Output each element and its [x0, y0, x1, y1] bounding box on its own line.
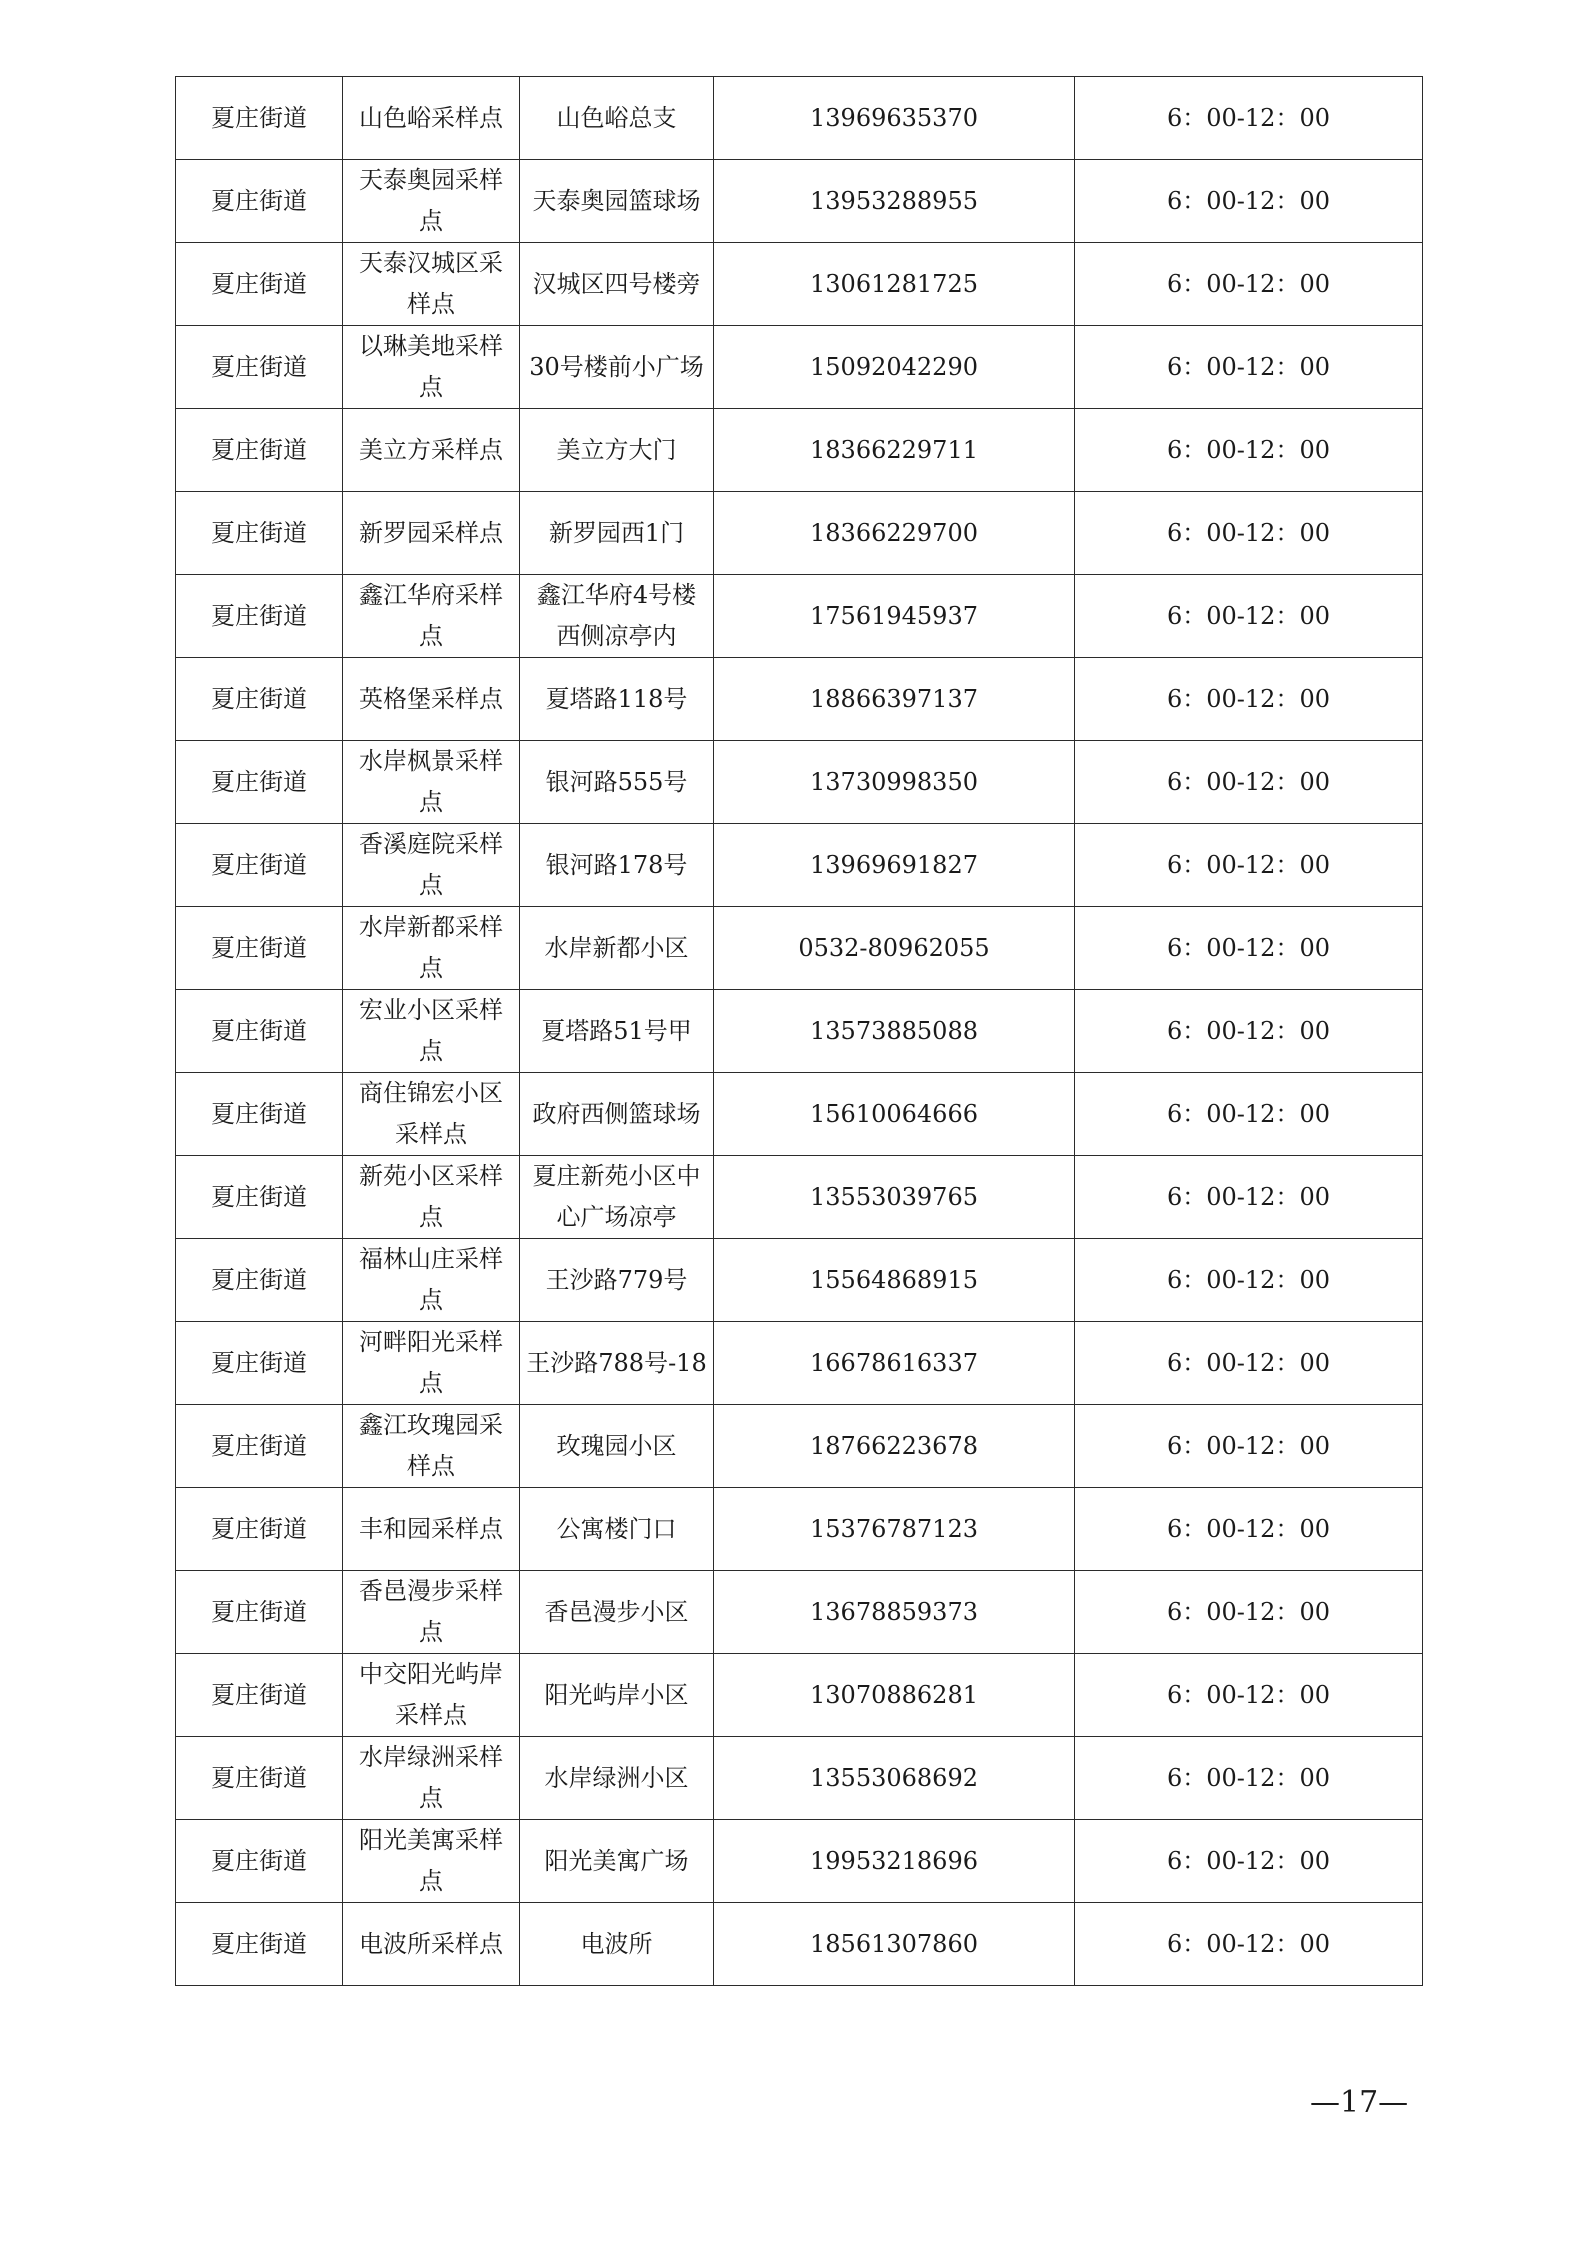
site-name-cell: 天泰奥园采样点 — [343, 160, 520, 243]
street-cell: 夏庄街道 — [176, 1488, 343, 1571]
street-cell: 夏庄街道 — [176, 1073, 343, 1156]
address-cell: 夏塔路51号甲 — [520, 990, 714, 1073]
phone-cell: 13969635370 — [714, 77, 1075, 160]
table-row — [176, 741, 1423, 824]
address-cell: 政府西侧篮球场 — [520, 1073, 714, 1156]
hours-cell: 6：00-12：00 — [1075, 243, 1423, 326]
site-name-cell: 新罗园采样点 — [343, 492, 520, 575]
street-cell: 夏庄街道 — [176, 243, 343, 326]
hours-cell: 6：00-12：00 — [1075, 1820, 1423, 1903]
street-cell: 夏庄街道 — [176, 326, 343, 409]
address-cell: 香邑漫步小区 — [520, 1571, 714, 1654]
hours-cell: 6：00-12：00 — [1075, 326, 1423, 409]
phone-cell: 15564868915 — [714, 1239, 1075, 1322]
sampling-sites-table — [175, 76, 1423, 1986]
street-cell: 夏庄街道 — [176, 1405, 343, 1488]
street-cell: 夏庄街道 — [176, 1156, 343, 1239]
street-cell: 夏庄街道 — [176, 1903, 343, 1986]
table-row — [176, 409, 1423, 492]
phone-cell: 13969691827 — [714, 824, 1075, 907]
street-cell: 夏庄街道 — [176, 492, 343, 575]
hours-cell: 6：00-12：00 — [1075, 907, 1423, 990]
table-row — [176, 326, 1423, 409]
table-row — [176, 1737, 1423, 1820]
address-cell: 王沙路788号-18 — [520, 1322, 714, 1405]
site-name-cell: 中交阳光屿岸采样点 — [343, 1654, 520, 1737]
site-name-cell: 丰和园采样点 — [343, 1488, 520, 1571]
address-cell: 山色峪总支 — [520, 77, 714, 160]
site-name-cell: 河畔阳光采样点 — [343, 1322, 520, 1405]
site-name-cell: 电波所采样点 — [343, 1903, 520, 1986]
phone-cell: 18366229711 — [714, 409, 1075, 492]
phone-cell: 19953218696 — [714, 1820, 1075, 1903]
site-name-cell: 阳光美寓采样点 — [343, 1820, 520, 1903]
phone-cell: 18366229700 — [714, 492, 1075, 575]
table-body — [176, 77, 1423, 1986]
address-cell: 电波所 — [520, 1903, 714, 1986]
phone-cell: 15610064666 — [714, 1073, 1075, 1156]
phone-cell: 13953288955 — [714, 160, 1075, 243]
phone-cell: 13730998350 — [714, 741, 1075, 824]
site-name-cell: 香邑漫步采样点 — [343, 1571, 520, 1654]
site-name-cell: 水岸新都采样点 — [343, 907, 520, 990]
street-cell: 夏庄街道 — [176, 575, 343, 658]
hours-cell: 6：00-12：00 — [1075, 1488, 1423, 1571]
table-row — [176, 1903, 1423, 1986]
address-cell: 公寓楼门口 — [520, 1488, 714, 1571]
address-cell: 水岸新都小区 — [520, 907, 714, 990]
table-row — [176, 824, 1423, 907]
street-cell: 夏庄街道 — [176, 1239, 343, 1322]
table-row — [176, 77, 1423, 160]
hours-cell: 6：00-12：00 — [1075, 1156, 1423, 1239]
phone-cell: 13553068692 — [714, 1737, 1075, 1820]
table-row — [176, 492, 1423, 575]
street-cell: 夏庄街道 — [176, 1571, 343, 1654]
street-cell: 夏庄街道 — [176, 741, 343, 824]
hours-cell: 6：00-12：00 — [1075, 1239, 1423, 1322]
site-name-cell: 水岸枫景采样点 — [343, 741, 520, 824]
hours-cell: 6：00-12：00 — [1075, 160, 1423, 243]
address-cell: 银河路178号 — [520, 824, 714, 907]
site-name-cell: 山色峪采样点 — [343, 77, 520, 160]
table-row — [176, 575, 1423, 658]
phone-cell: 13553039765 — [714, 1156, 1075, 1239]
address-cell: 阳光屿岸小区 — [520, 1654, 714, 1737]
phone-cell: 18866397137 — [714, 658, 1075, 741]
address-cell: 鑫江华府4号楼西侧凉亭内 — [520, 575, 714, 658]
hours-cell: 6：00-12：00 — [1075, 1405, 1423, 1488]
table-row — [176, 990, 1423, 1073]
site-name-cell: 商住锦宏小区采样点 — [343, 1073, 520, 1156]
table-row — [176, 1322, 1423, 1405]
table-row — [176, 1405, 1423, 1488]
hours-cell: 6：00-12：00 — [1075, 658, 1423, 741]
hours-cell: 6：00-12：00 — [1075, 77, 1423, 160]
hours-cell: 6：00-12：00 — [1075, 409, 1423, 492]
address-cell: 阳光美寓广场 — [520, 1820, 714, 1903]
site-name-cell: 美立方采样点 — [343, 409, 520, 492]
hours-cell: 6：00-12：00 — [1075, 1903, 1423, 1986]
address-cell: 夏庄新苑小区中心广场凉亭 — [520, 1156, 714, 1239]
table-row — [176, 1239, 1423, 1322]
hours-cell: 6：00-12：00 — [1075, 1322, 1423, 1405]
hours-cell: 6：00-12：00 — [1075, 1737, 1423, 1820]
phone-cell: 15092042290 — [714, 326, 1075, 409]
site-name-cell: 水岸绿洲采样点 — [343, 1737, 520, 1820]
hours-cell: 6：00-12：00 — [1075, 990, 1423, 1073]
address-cell: 玫瑰园小区 — [520, 1405, 714, 1488]
table-row — [176, 160, 1423, 243]
address-cell: 汉城区四号楼旁 — [520, 243, 714, 326]
hours-cell: 6：00-12：00 — [1075, 492, 1423, 575]
address-cell: 王沙路779号 — [520, 1239, 714, 1322]
site-name-cell: 福林山庄采样点 — [343, 1239, 520, 1322]
hours-cell: 6：00-12：00 — [1075, 741, 1423, 824]
table-row — [176, 1571, 1423, 1654]
table-row — [176, 907, 1423, 990]
street-cell: 夏庄街道 — [176, 77, 343, 160]
phone-cell: 16678616337 — [714, 1322, 1075, 1405]
phone-cell: 13061281725 — [714, 243, 1075, 326]
address-cell: 夏塔路118号 — [520, 658, 714, 741]
hours-cell: 6：00-12：00 — [1075, 1073, 1423, 1156]
phone-cell: 18561307860 — [714, 1903, 1075, 1986]
street-cell: 夏庄街道 — [176, 1820, 343, 1903]
table-row — [176, 658, 1423, 741]
street-cell: 夏庄街道 — [176, 907, 343, 990]
table-row — [176, 1820, 1423, 1903]
address-cell: 30号楼前小广场 — [520, 326, 714, 409]
phone-cell: 0532-80962055 — [714, 907, 1075, 990]
site-name-cell: 宏业小区采样点 — [343, 990, 520, 1073]
table-row — [176, 1156, 1423, 1239]
table-row — [176, 1488, 1423, 1571]
page-number: —17— — [1310, 2085, 1409, 2120]
hours-cell: 6：00-12：00 — [1075, 1654, 1423, 1737]
site-name-cell: 香溪庭院采样点 — [343, 824, 520, 907]
street-cell: 夏庄街道 — [176, 658, 343, 741]
site-name-cell: 鑫江华府采样点 — [343, 575, 520, 658]
street-cell: 夏庄街道 — [176, 1654, 343, 1737]
site-name-cell: 以琳美地采样点 — [343, 326, 520, 409]
address-cell: 新罗园西1门 — [520, 492, 714, 575]
street-cell: 夏庄街道 — [176, 990, 343, 1073]
street-cell: 夏庄街道 — [176, 409, 343, 492]
site-name-cell: 鑫江玫瑰园采样点 — [343, 1405, 520, 1488]
street-cell: 夏庄街道 — [176, 1322, 343, 1405]
phone-cell: 13070886281 — [714, 1654, 1075, 1737]
table-row — [176, 1073, 1423, 1156]
hours-cell: 6：00-12：00 — [1075, 575, 1423, 658]
street-cell: 夏庄街道 — [176, 160, 343, 243]
hours-cell: 6：00-12：00 — [1075, 1571, 1423, 1654]
address-cell: 美立方大门 — [520, 409, 714, 492]
table-row — [176, 1654, 1423, 1737]
phone-cell: 13573885088 — [714, 990, 1075, 1073]
street-cell: 夏庄街道 — [176, 824, 343, 907]
street-cell: 夏庄街道 — [176, 1737, 343, 1820]
phone-cell: 13678859373 — [714, 1571, 1075, 1654]
address-cell: 天泰奥园篮球场 — [520, 160, 714, 243]
address-cell: 银河路555号 — [520, 741, 714, 824]
site-name-cell: 英格堡采样点 — [343, 658, 520, 741]
site-name-cell: 天泰汉城区采样点 — [343, 243, 520, 326]
site-name-cell: 新苑小区采样点 — [343, 1156, 520, 1239]
hours-cell: 6：00-12：00 — [1075, 824, 1423, 907]
phone-cell: 18766223678 — [714, 1405, 1075, 1488]
address-cell: 水岸绿洲小区 — [520, 1737, 714, 1820]
phone-cell: 17561945937 — [714, 575, 1075, 658]
table-row — [176, 243, 1423, 326]
phone-cell: 15376787123 — [714, 1488, 1075, 1571]
